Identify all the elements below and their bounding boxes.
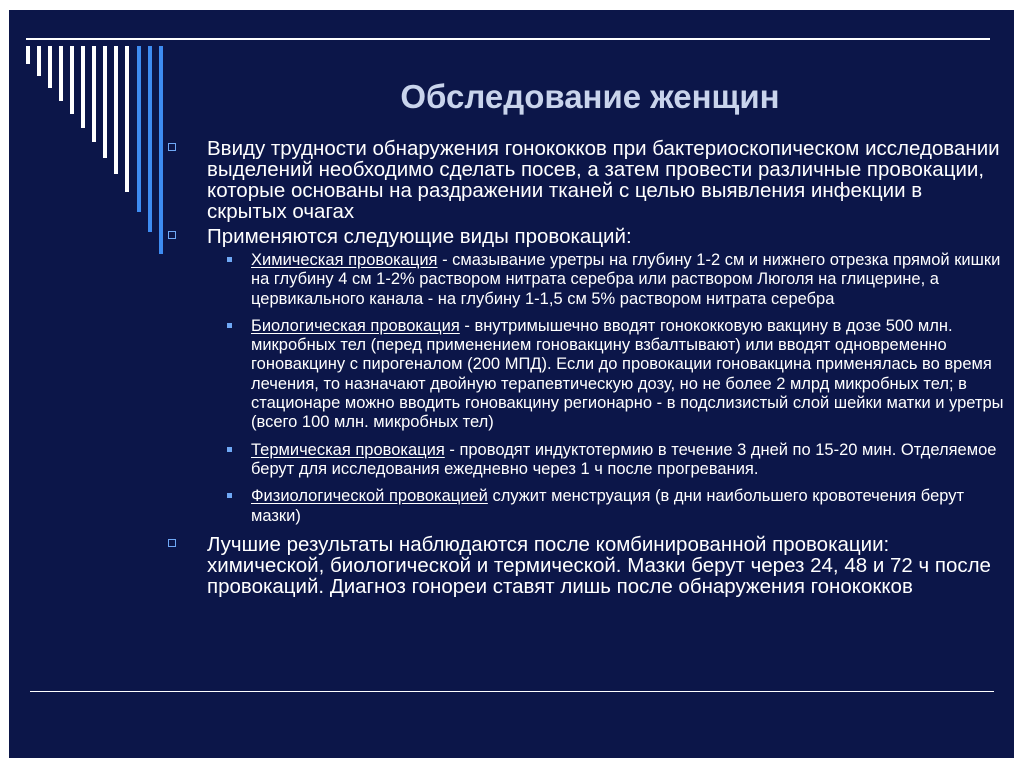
stripe <box>114 46 118 174</box>
provocation-term: Термическая провокация <box>251 440 445 459</box>
bullet-text: Применяются следующие виды провокаций: <box>207 225 632 248</box>
provocation-list <box>165 251 1005 526</box>
square-bullet-icon <box>168 143 176 151</box>
bullet-item <box>165 138 1005 222</box>
square-bullet-icon <box>168 231 176 239</box>
provocation-item-physiological <box>165 487 1005 526</box>
bottom-rule-line <box>30 691 994 692</box>
provocation-item-thermal <box>165 441 1005 480</box>
stripe <box>48 46 52 88</box>
stripe <box>137 46 141 212</box>
top-rule-line <box>26 38 990 40</box>
stripe <box>125 46 129 192</box>
stripe <box>103 46 107 158</box>
stripe <box>81 46 85 128</box>
provocation-text: - внутримышечно вводят гонококковую вакцину в дозе 500 млн. микробных тел (перед применением гоновакцину взбалтывают) или вводят одновременно гоновакцину с пирогеналом (200 МПД). Если до провокации гоновакцина применялась во время лечения, то назначают двойную терапевтическую дозу, но не более 2 млрд микробных тел; в стационаре можно вводить гоновакцину регионарно - в подслизистый слой шейки матки и уретры (всего 100 млн. микробных тел) <box>251 316 1004 432</box>
provocation-text: - смазывание уретры на глубину 1-2 см и нижнего отрезка прямой кишки на глубину 4 см 1-2% раствором нитрата серебра или раствором Люголя на глицерине, а цервикального канала - на глубину 1-1,5 см 5% раствором нитрата серебра <box>251 251 1001 308</box>
slide-title: Обследование женщин <box>400 78 780 115</box>
provocation-term: Химическая провокация <box>251 251 438 269</box>
stripe <box>59 46 63 101</box>
filled-square-bullet-icon <box>227 493 232 498</box>
stripe <box>159 46 163 254</box>
filled-square-bullet-icon <box>227 323 232 328</box>
bullet-item <box>165 226 1005 247</box>
provocation-item-biological <box>165 317 1005 433</box>
filled-square-bullet-icon <box>227 447 232 452</box>
stripe <box>37 46 41 76</box>
provocation-term: Биологическая провокация <box>251 316 460 335</box>
square-bullet-icon <box>168 539 176 547</box>
bullet-text: Ввиду трудности обнаружения гонококков при бактериоскопическом исследовании выделений необходимо сделать посев, а затем провести различные провокации, которые основаны на раздражении тканей с целью выявления инфекции в скрытых очагах <box>207 137 1000 223</box>
provocation-term: Физиологической провокацией <box>251 487 488 506</box>
bullet-text: Лучшие результаты наблюдаются после комбинированной провокации: химической, биологической и термической. Мазки берут через 24, 48 и 72 ч после провокаций. Диагноз гонореи ставят лишь после обнаружения гонококков <box>207 532 991 598</box>
provocation-text: - проводят индуктотермию в течение 3 дней по 15-20 мин. Отделяемое берут для исследования ежедневно через 1 ч после прогревания. <box>251 440 997 478</box>
stripe <box>26 46 30 64</box>
stripe <box>92 46 96 142</box>
filled-square-bullet-icon <box>227 257 232 262</box>
stripe <box>148 46 152 232</box>
bullet-item <box>165 534 1005 597</box>
provocation-item-chemical <box>165 251 1005 309</box>
slide-content <box>165 138 1005 601</box>
stripe <box>70 46 74 114</box>
provocation-text: служит менструация (в дни наибольшего кровотечения берут мазки) <box>251 487 965 525</box>
